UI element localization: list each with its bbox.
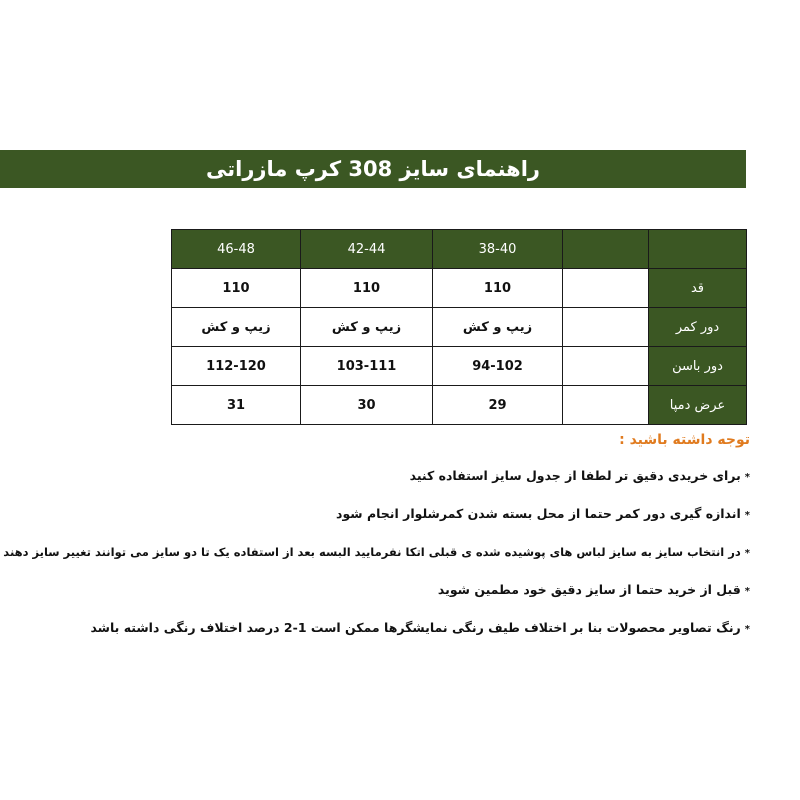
note-item bbox=[30, 506, 750, 544]
note-text: اندازه گیری دور کمر حتما از محل بسته شدن کمرشلوار انجام شود bbox=[336, 506, 741, 521]
table-cell: زیپ و کش bbox=[301, 308, 433, 347]
table-cell-blank bbox=[563, 269, 649, 308]
table-cell-blank bbox=[563, 347, 649, 386]
table-cell: 29 bbox=[433, 386, 563, 425]
bullet-asterisk: * bbox=[744, 624, 750, 635]
table-cell-blank bbox=[563, 386, 649, 425]
header-corner bbox=[649, 230, 747, 269]
row-label: عرض دمپا bbox=[649, 386, 747, 425]
table-cell: 112-120 bbox=[172, 347, 301, 386]
size-table bbox=[171, 229, 747, 425]
table-cell: 110 bbox=[433, 269, 563, 308]
table-cell-blank bbox=[563, 308, 649, 347]
table-row-hem-width bbox=[172, 386, 747, 425]
bullet-asterisk: * bbox=[744, 510, 750, 521]
row-label: قد bbox=[649, 269, 747, 308]
note-item bbox=[3, 544, 750, 582]
notes-section bbox=[3, 432, 750, 658]
row-label: دور باسن bbox=[649, 347, 747, 386]
page-title: راهنمای سایز 308 کرپ مازراتی bbox=[206, 157, 540, 181]
bullet-asterisk: * bbox=[744, 472, 750, 483]
note-text: برای خریدی دقیق تر لطفا از جدول سایز استفاده کنید bbox=[409, 468, 741, 483]
table-cell: 103-111 bbox=[301, 347, 433, 386]
bullet-asterisk: * bbox=[744, 548, 750, 559]
header-size-38-40: 38-40 bbox=[433, 230, 563, 269]
note-item bbox=[30, 468, 750, 506]
note-item bbox=[30, 582, 750, 620]
note-item bbox=[30, 620, 750, 658]
table-cell: زیپ و کش bbox=[433, 308, 563, 347]
note-text: رنگ تصاویر محصولات بنا بر اختلاف طیف رنگی نمایشگرها ممکن است 1-2 درصد اختلاف رنگی داشته باشد bbox=[90, 620, 741, 635]
notes-title: توجه داشته باشید : bbox=[619, 432, 750, 448]
table-cell: 110 bbox=[172, 269, 301, 308]
header-size-42-44: 42-44 bbox=[301, 230, 433, 269]
table-cell: 31 bbox=[172, 386, 301, 425]
table-row-height bbox=[172, 269, 747, 308]
header-size-46-48: 46-48 bbox=[172, 230, 301, 269]
table-cell: 94-102 bbox=[433, 347, 563, 386]
table-row-waist bbox=[172, 308, 747, 347]
table-cell: زیپ و کش bbox=[172, 308, 301, 347]
note-text: قبل از خرید حتما از سایز دقیق خود مطمین شوید bbox=[437, 582, 741, 597]
bullet-asterisk: * bbox=[744, 586, 750, 597]
note-text: در انتخاب سایز به سایز لباس های پوشیده شده ی قبلی اتکا نفرمایید البسه بعد از استفاده یک تا دو سایز می توانند تغییر سایز دهند bbox=[3, 545, 741, 559]
table-row-hip bbox=[172, 347, 747, 386]
header-blank bbox=[563, 230, 649, 269]
table-cell: 30 bbox=[301, 386, 433, 425]
table-cell: 110 bbox=[301, 269, 433, 308]
size-guide-title-bar bbox=[0, 150, 746, 188]
row-label: دور کمر bbox=[649, 308, 747, 347]
table-header-row bbox=[172, 230, 747, 269]
